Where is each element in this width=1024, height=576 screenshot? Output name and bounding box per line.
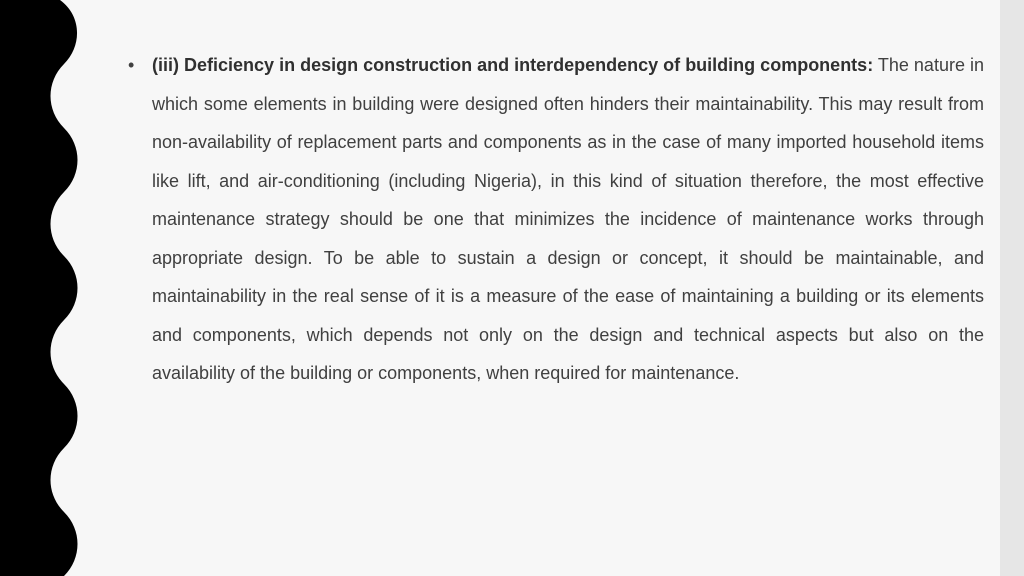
wavy-left-border	[0, 0, 80, 576]
bullet-heading: (iii) Deficiency in design construction and interdependency of building components:	[152, 55, 874, 75]
bullet-paragraph	[152, 46, 984, 393]
right-edge-strip	[1000, 0, 1024, 576]
bullet-item	[128, 46, 984, 393]
bullet-body-text: The nature in which some elements in building were designed often hinders their maintainability. This may result from non-availability of replacement parts and components as in the case of many imported household items like lift, and air-conditioning (including Nigeria), in this kind of situation therefore, the most effective maintenance strategy should be one that minimizes the incidence of maintenance works through appropriate design. To be able to sustain a design or concept, it should be maintainable, and maintainability in the real sense of it is a measure of the ease of maintaining a building or its elements and components, which depends not only on the design and technical aspects but also on the availability of the building or components, when required for maintenance.	[152, 55, 984, 383]
bullet-dot: •	[128, 55, 135, 75]
wavy-border-shape	[0, 0, 78, 576]
slide-content	[128, 46, 984, 393]
